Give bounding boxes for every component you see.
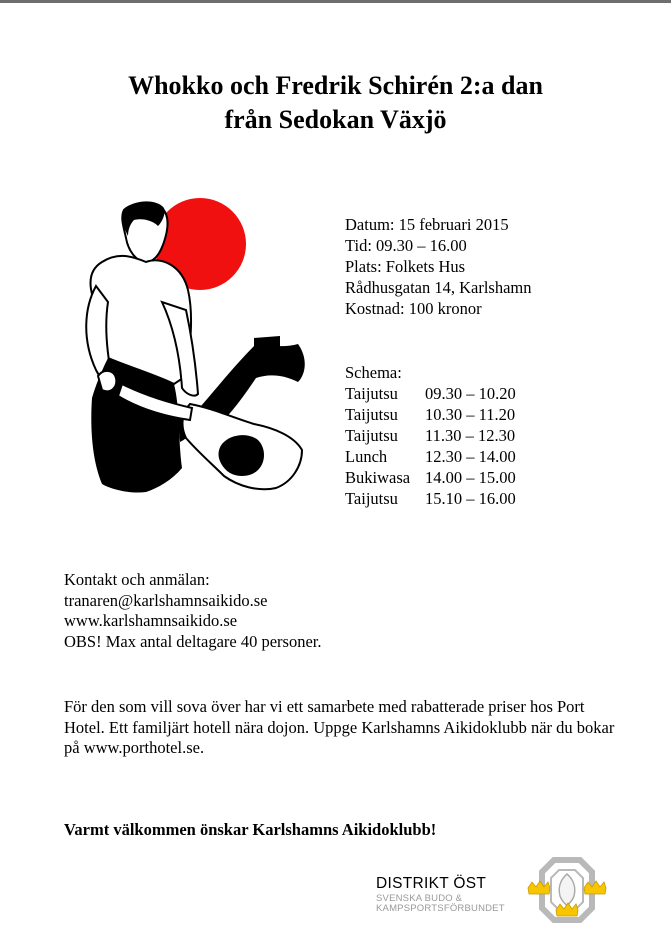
contact-website: www.karlshamnsaikido.se — [64, 611, 238, 630]
schedule-activity: Bukiwasa — [345, 468, 411, 487]
schedule-activity: Lunch — [345, 447, 388, 466]
hotel-paragraph: För den som vill sova över har vi ett samarbete med rabatterade priser hos Port Hotel. Ett familjärt hotell nära dojon. Uppge Karlshamns Aikidoklubb när du bokar på www.porthotel.se. — [64, 697, 615, 757]
schedule-activity: Taijutsu — [345, 405, 398, 424]
schedule-time: 15.10 – 16.00 — [425, 489, 516, 508]
contact-email: tranaren@karlshamnsaikido.se — [64, 590, 268, 610]
schedule-time: 12.30 – 14.00 — [425, 447, 516, 466]
schedule — [345, 362, 516, 509]
logo-subtitle-line-2: KAMPSPORTSFÖRBUNDET — [376, 903, 505, 914]
schedule-heading: Schema: — [345, 363, 402, 382]
event-cost: Kostnad: 100 kronor — [345, 299, 482, 318]
aikido-throw-illustration — [62, 198, 312, 498]
schedule-row — [345, 383, 516, 404]
schedule-time: 09.30 – 10.20 — [425, 384, 516, 403]
schedule-time: 11.30 – 12.30 — [425, 426, 516, 445]
event-place: Plats: Folkets Hus — [345, 257, 466, 276]
schedule-row — [345, 446, 516, 467]
logo-name: DISTRIKT ÖST — [376, 875, 487, 892]
schedule-time: 14.00 – 15.00 — [425, 468, 516, 487]
event-time: Tid: 09.30 – 16.00 — [345, 236, 467, 255]
logo-subtitle-line-1: SVENSKA BUDO & — [376, 893, 463, 904]
logo-subtitle — [376, 894, 526, 914]
page-title-line-1: Whokko och Fredrik Schirén 2:a dan — [128, 71, 543, 100]
top-border — [0, 0, 671, 3]
welcome-message: Varmt välkommen önskar Karlshamns Aikidoklubb! — [64, 820, 437, 839]
three-crowns-emblem-icon — [526, 856, 608, 926]
schedule-time: 10.30 – 11.20 — [425, 405, 516, 424]
contact-heading: Kontakt och anmälan: — [64, 570, 210, 589]
distrikt-ost-logo — [374, 854, 614, 926]
schedule-activity: Taijutsu — [345, 426, 398, 445]
schedule-row — [345, 467, 516, 488]
max-participants-note: OBS! Max antal deltagare 40 personer. — [64, 631, 322, 651]
schedule-activity: Taijutsu — [345, 489, 398, 508]
schedule-activity: Taijutsu — [345, 384, 398, 403]
contact-block — [64, 570, 322, 652]
schedule-row — [345, 425, 516, 446]
event-address: Rådhusgatan 14, Karlshamn — [345, 278, 532, 297]
schedule-row — [345, 404, 516, 425]
event-date: Datum: 15 februari 2015 — [345, 215, 509, 234]
schedule-row — [345, 488, 516, 509]
page-title-line-2: från Sedokan Växjö — [224, 105, 447, 134]
event-info — [345, 214, 532, 319]
